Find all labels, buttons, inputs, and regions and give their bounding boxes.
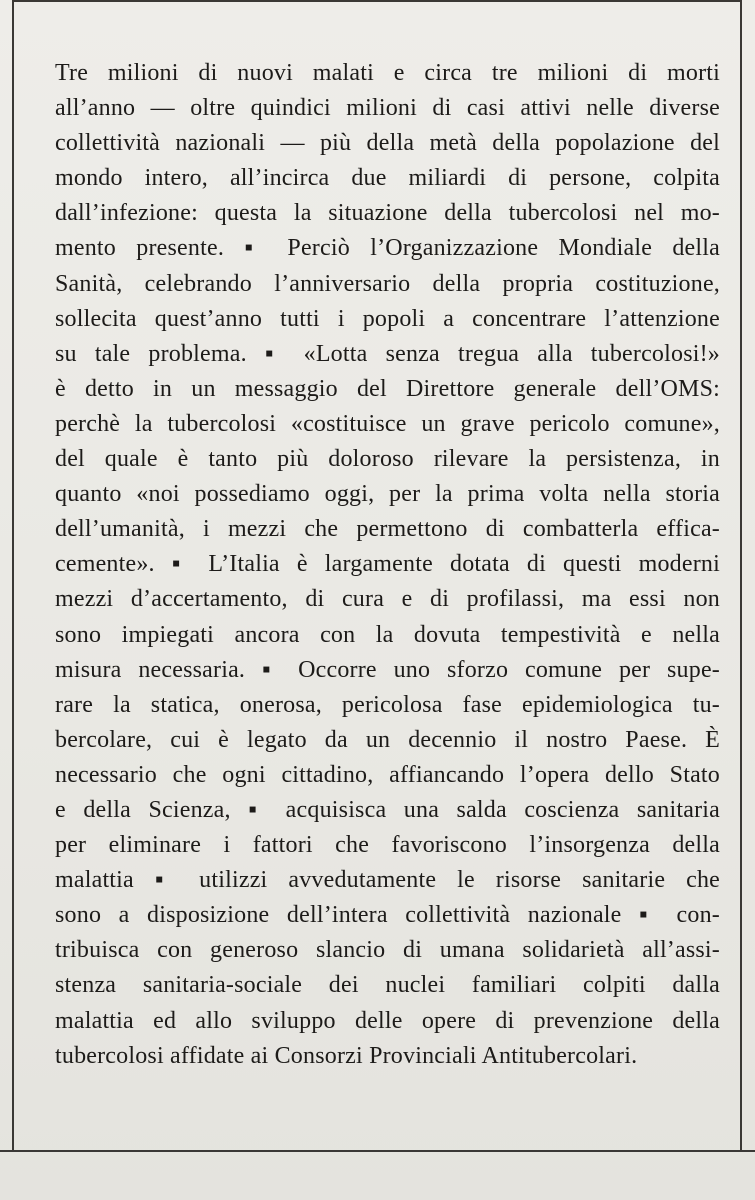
text-line: stenza sanitaria-sociale dei nuclei familiari colpiti dalla (55, 972, 720, 999)
text-line: per eliminare i fattori che favoriscono l’insorgenza della (55, 832, 720, 859)
bottom-rule (0, 1150, 755, 1152)
text-line: cemente». ▪ L’Italia è largamente dotata di questi moderni (55, 551, 720, 578)
text-line: tubercolosi affidate ai Consorzi Provinciali Antitubercolari. (55, 1042, 638, 1069)
text-line: sono a disposizione dell’intera collettività nazionale ▪ con- (55, 902, 720, 929)
text-line: e della Scienza, ▪ acquisisca una salda coscienza sanitaria (55, 796, 720, 823)
text-line: mento presente. ▪ Perciò l’Organizzazione Mondiale della (55, 235, 720, 262)
text-line: bercolare, cui è legato da un decennio il nostro Paese. È (55, 726, 720, 753)
text-line: misura necessaria. ▪ Occorre uno sforzo comune per supe- (55, 656, 720, 683)
text-line: perchè la tubercolosi «costituisce un grave pericolo comune», (55, 410, 720, 437)
text-line: mezzi d’accertamento, di cura e di profilassi, ma essi non (55, 586, 720, 613)
text-line: mondo intero, all’incirca due miliardi di persone, colpita (55, 165, 720, 192)
text-line: Tre milioni di nuovi malati e circa tre milioni di morti (55, 60, 720, 86)
text-line: necessario che ogni cittadino, affiancando l’opera dello Stato (55, 761, 720, 788)
text-line: Sanità, celebrando l’anniversario della propria costituzione, (55, 270, 720, 297)
text-line: su tale problema. ▪ «Lotta senza tregua alla tubercolosi!» (55, 340, 720, 367)
text-line: rare la statica, onerosa, pericolosa fase epidemiologica tu- (55, 691, 720, 718)
text-line: quanto «noi possediamo oggi, per la prima volta nella storia (55, 481, 720, 508)
text-line: malattia ▪ utilizzi avvedutamente le risorse sanitarie che (55, 867, 720, 894)
body-text (55, 56, 720, 1074)
text-line: dell’umanità, i mezzi che permettono di combatterla effica- (55, 516, 720, 543)
text-line: all’anno — oltre quindici milioni di casi attivi nelle diverse (55, 95, 720, 122)
text-line: tribuisca con generoso slancio di umana solidarietà all’assi- (55, 937, 720, 964)
text-line: sollecita quest’anno tutti i popoli a concentrare l’attenzione (55, 305, 720, 332)
text-line: del quale è tanto più doloroso rilevare la persistenza, in (55, 446, 720, 473)
text-line: dall’infezione: questa la situazione della tubercolosi nel mo- (55, 200, 720, 227)
text-line: è detto in un messaggio del Direttore generale dell’OMS: (55, 375, 720, 402)
text-line: collettività nazionali — più della metà della popolazione del (55, 130, 720, 157)
text-line: sono impiegati ancora con la dovuta tempestività e nella (55, 621, 720, 648)
text-line: malattia ed allo sviluppo delle opere di prevenzione della (55, 1007, 720, 1034)
